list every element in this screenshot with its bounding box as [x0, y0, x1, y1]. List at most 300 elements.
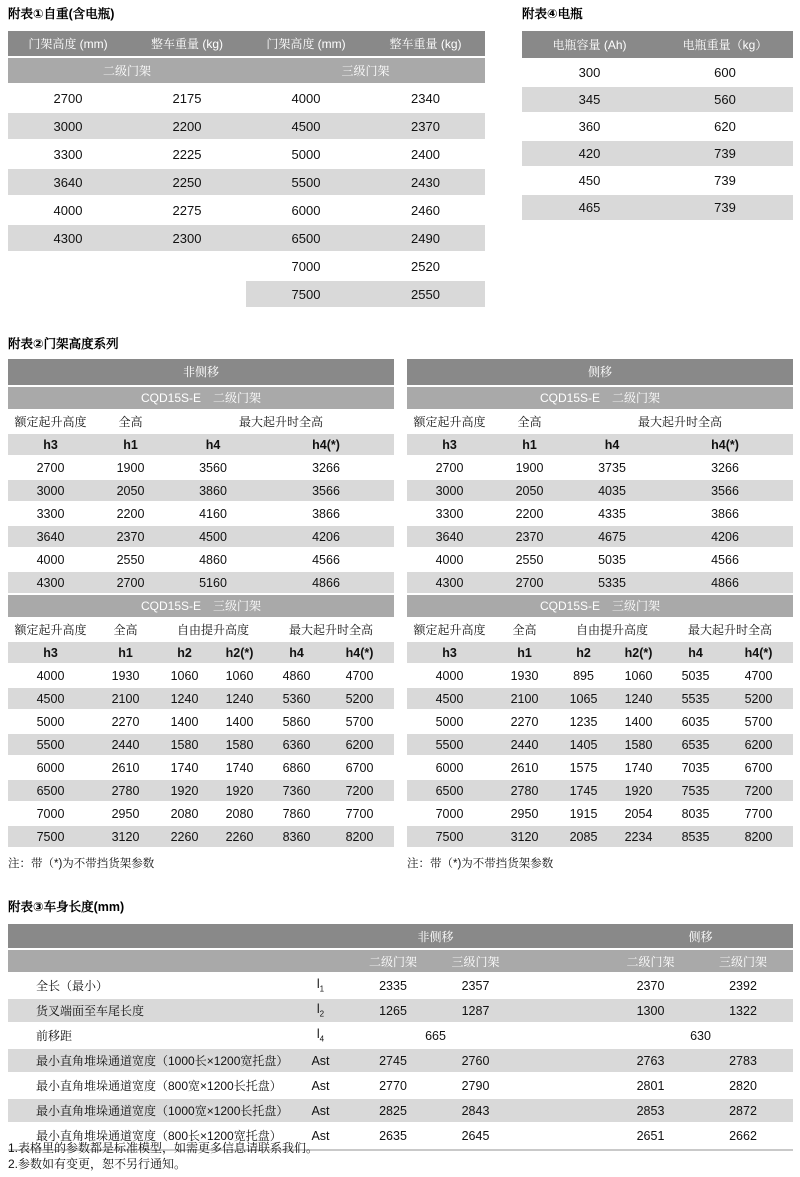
- cell: 2950: [492, 803, 557, 824]
- table-row: [8, 1074, 793, 1097]
- cell: 1740: [610, 757, 667, 778]
- symbol-cell: Ast: [288, 1099, 353, 1122]
- table-group-header-row: [8, 924, 793, 948]
- cell: 6035: [667, 711, 724, 732]
- row-label: 最小直角堆垛通道宽度（1000长×1200宽托盘）: [8, 1049, 288, 1072]
- spacer-cell: [518, 924, 608, 948]
- cell: 420: [522, 141, 657, 166]
- cell: 1060: [158, 665, 211, 686]
- column-header: h4: [168, 434, 258, 455]
- cell: 2770: [353, 1074, 433, 1097]
- cell: 1740: [158, 757, 211, 778]
- cell: 2080: [211, 803, 268, 824]
- cell: 2950: [93, 803, 158, 824]
- table-subheader-row: [8, 950, 793, 972]
- cell: 1060: [610, 665, 667, 686]
- column-header: 最大起升时全高: [567, 411, 793, 432]
- cell: 345: [522, 87, 657, 112]
- table-row: [407, 526, 793, 547]
- table3-body-length: [8, 922, 793, 1151]
- cell: 2662: [693, 1124, 793, 1147]
- table1-self-weight: [8, 29, 485, 309]
- cell: 1235: [557, 711, 610, 732]
- column-header: h1: [93, 434, 168, 455]
- column-header: 全高: [492, 411, 567, 432]
- column-header: 自由提升高度: [557, 619, 667, 640]
- cell: 2050: [492, 480, 567, 501]
- two-stage-mast-table: [8, 409, 394, 595]
- cell: 4335: [567, 503, 657, 524]
- cell: 4206: [657, 526, 793, 547]
- table-row: [407, 780, 793, 801]
- table-row: [522, 141, 793, 166]
- cell: 4000: [8, 197, 128, 223]
- cell: 4000: [8, 549, 93, 570]
- cell: 1322: [693, 999, 793, 1022]
- cell: 1405: [557, 734, 610, 755]
- column-header: 额定起升高度: [8, 411, 93, 432]
- cell: 1065: [557, 688, 610, 709]
- symbol-cell: Ast: [288, 1124, 353, 1147]
- model-header: CQD15S-E 三级门架: [407, 595, 793, 617]
- cell: 2225: [128, 141, 246, 167]
- column-header: h2: [158, 642, 211, 663]
- cell: 5700: [724, 711, 793, 732]
- cell: 7500: [246, 281, 366, 307]
- spacer-cell: [518, 950, 608, 972]
- cell: 2763: [608, 1049, 693, 1072]
- cell: 4500: [168, 526, 258, 547]
- cell: 1900: [492, 457, 567, 478]
- cell: 8200: [724, 826, 793, 847]
- cell: 5535: [667, 688, 724, 709]
- cell: 6860: [268, 757, 325, 778]
- column-header: h2(*): [211, 642, 268, 663]
- cell: 7035: [667, 757, 724, 778]
- cell: 5360: [268, 688, 325, 709]
- column-header: 额定起升高度: [407, 411, 492, 432]
- table-row: [8, 711, 394, 732]
- cell: 2872: [693, 1099, 793, 1122]
- table-row: [8, 734, 394, 755]
- cell: 1575: [557, 757, 610, 778]
- cell: 300: [522, 60, 657, 85]
- note: 注：带（*)为不带挡货架参数: [407, 858, 554, 870]
- cell: 4000: [246, 85, 366, 111]
- cell: 4566: [657, 549, 793, 570]
- group-header: 侧移: [608, 924, 793, 948]
- cell: 5200: [325, 688, 394, 709]
- column-header: 电瓶容量 (Ah): [522, 31, 657, 58]
- table-row: [8, 1099, 793, 1122]
- table-subheader-row: [8, 642, 394, 663]
- cell: 2440: [93, 734, 158, 755]
- cell: 4206: [258, 526, 394, 547]
- table4-body: [522, 60, 793, 220]
- cell: 1915: [557, 803, 610, 824]
- cell: 1930: [492, 665, 557, 686]
- column-header: h1: [492, 434, 567, 455]
- table-row: [407, 503, 793, 524]
- column-header: h4(*): [258, 434, 394, 455]
- table-row: [8, 141, 485, 167]
- cell: 5160: [168, 572, 258, 593]
- table-row: [522, 168, 793, 193]
- cell: 630: [608, 1024, 793, 1047]
- panel-non-sideshift: [8, 359, 394, 871]
- table-row: [8, 826, 394, 847]
- cell: 7500: [8, 826, 93, 847]
- cell: 2843: [433, 1099, 518, 1122]
- cell: 5000: [246, 141, 366, 167]
- cell: 7700: [325, 803, 394, 824]
- cell: 5035: [667, 665, 724, 686]
- column-header: 三级门架: [433, 950, 518, 972]
- column-header: 整车重量 (kg): [366, 31, 485, 56]
- cell: 2250: [128, 169, 246, 195]
- cell: 4866: [258, 572, 394, 593]
- cell: 5500: [246, 169, 366, 195]
- cell: 4500: [407, 688, 492, 709]
- cell: 1240: [211, 688, 268, 709]
- cell: 2370: [366, 113, 485, 139]
- column-header: h1: [93, 642, 158, 663]
- column-header: 全高: [93, 619, 158, 640]
- cell: 2200: [93, 503, 168, 524]
- cell: 2357: [433, 974, 518, 997]
- cell: 4566: [258, 549, 394, 570]
- table-row: [407, 688, 793, 709]
- model-header: CQD15S-E 二级门架: [407, 387, 793, 409]
- cell: 2054: [610, 803, 667, 824]
- cell: 2550: [492, 549, 567, 570]
- column-header: 门架高度 (mm): [8, 31, 128, 56]
- column-header: h4(*): [657, 434, 793, 455]
- symbol-cell: $l_2$: [288, 999, 353, 1022]
- cell: 4700: [325, 665, 394, 686]
- row-label: 最小直角堆垛通道宽度（800宽×1200长托盘）: [8, 1074, 288, 1097]
- cell: 2430: [366, 169, 485, 195]
- cell: 6535: [667, 734, 724, 755]
- cell: 4000: [407, 549, 492, 570]
- table-row: [8, 480, 394, 501]
- cell: 2370: [93, 526, 168, 547]
- cell: 3266: [258, 457, 394, 478]
- group-header: 二级门架: [8, 58, 246, 83]
- footer-notes: [8, 1140, 318, 1172]
- column-header: 最大起升时全高: [168, 411, 394, 432]
- cell: 4300: [8, 572, 93, 593]
- cell: 2260: [211, 826, 268, 847]
- column-header: 自由提升高度: [158, 619, 268, 640]
- cell: 6500: [8, 780, 93, 801]
- table1-title: 附表①自重(含电瓶): [8, 7, 115, 21]
- table-row: [407, 803, 793, 824]
- cell: 3566: [258, 480, 394, 501]
- table-row: [407, 734, 793, 755]
- section-mast-heights: [8, 334, 793, 871]
- spacer-cell: [8, 950, 288, 972]
- table-row: [407, 549, 793, 570]
- cell: 3000: [407, 480, 492, 501]
- table-row: [407, 457, 793, 478]
- cell: 4860: [268, 665, 325, 686]
- table-row: [8, 1049, 793, 1072]
- mast-panels: [8, 359, 793, 871]
- cell: 1287: [433, 999, 518, 1022]
- cell: 4860: [168, 549, 258, 570]
- column-header: 二级门架: [608, 950, 693, 972]
- shift-group-header: 非侧移: [8, 359, 394, 385]
- cell: 4700: [724, 665, 793, 686]
- cell: 4675: [567, 526, 657, 547]
- column-header: 最大起升时全高: [268, 619, 394, 640]
- table-row: [8, 526, 394, 547]
- cell: 2400: [366, 141, 485, 167]
- cell: 6000: [246, 197, 366, 223]
- two-stage-body: [407, 457, 793, 593]
- column-header: h4(*): [325, 642, 394, 663]
- cell: 2700: [8, 85, 128, 111]
- cell: 8535: [667, 826, 724, 847]
- column-header: 三级门架: [693, 950, 793, 972]
- cell: 2080: [158, 803, 211, 824]
- table-row: [522, 87, 793, 112]
- cell: 7360: [268, 780, 325, 801]
- column-header: 全高: [93, 411, 168, 432]
- symbol-cell: $l_4$: [288, 1024, 353, 1047]
- table4-block: [522, 4, 793, 309]
- section-body-length: [8, 897, 793, 1151]
- cell: 1740: [211, 757, 268, 778]
- cell: 2460: [366, 197, 485, 223]
- cell: 2700: [407, 457, 492, 478]
- cell: 4035: [567, 480, 657, 501]
- cell: 7500: [407, 826, 492, 847]
- cell: 6000: [407, 757, 492, 778]
- cell: 1240: [610, 688, 667, 709]
- cell: 3120: [93, 826, 158, 847]
- symbol-cell: Ast: [288, 1074, 353, 1097]
- cell: [8, 281, 128, 307]
- cell: 1300: [608, 999, 693, 1022]
- cell: 1580: [211, 734, 268, 755]
- table-row: [8, 169, 485, 195]
- cell: 3300: [8, 503, 93, 524]
- cell: 2853: [608, 1099, 693, 1122]
- cell: 620: [657, 114, 793, 139]
- cell: 2780: [93, 780, 158, 801]
- cell: 6500: [407, 780, 492, 801]
- model-header: CQD15S-E 二级门架: [8, 387, 394, 409]
- symbol-cell: $l_1$: [288, 974, 353, 997]
- cell: 1900: [93, 457, 168, 478]
- table-subheader-row: [407, 642, 793, 663]
- column-header: 最大起升时全高: [667, 619, 793, 640]
- row-label: 最小直角堆垛通道宽度（1000宽×1200长托盘）: [8, 1099, 288, 1122]
- column-header: 门架高度 (mm): [246, 31, 366, 56]
- cell: 1745: [557, 780, 610, 801]
- cell: 6200: [325, 734, 394, 755]
- table4-battery: [522, 29, 793, 222]
- cell: 3000: [8, 480, 93, 501]
- cell: 2651: [608, 1124, 693, 1147]
- symbol-cell: Ast: [288, 1049, 353, 1072]
- table-row: [407, 665, 793, 686]
- cell: 3000: [8, 113, 128, 139]
- table-row: [8, 1024, 793, 1047]
- cell: 5500: [8, 734, 93, 755]
- cell: 2825: [353, 1099, 433, 1122]
- table-row: [8, 85, 485, 111]
- group-header: 三级门架: [246, 58, 485, 83]
- cell: 1920: [211, 780, 268, 801]
- spacer-cell: [288, 950, 353, 972]
- cell: 2270: [93, 711, 158, 732]
- column-header: h4(*): [724, 642, 793, 663]
- cell: 2200: [492, 503, 567, 524]
- cell: 2700: [93, 572, 168, 593]
- cell: 1400: [158, 711, 211, 732]
- table-row: [8, 757, 394, 778]
- table-row: [8, 803, 394, 824]
- cell: 2820: [693, 1074, 793, 1097]
- cell: 360: [522, 114, 657, 139]
- cell: 2645: [433, 1124, 518, 1147]
- table1-body: [8, 85, 485, 307]
- spacer-cell: [518, 974, 608, 997]
- cell: 5700: [325, 711, 394, 732]
- shift-group-header: 侧移: [407, 359, 793, 385]
- cell: 560: [657, 87, 793, 112]
- cell: 4500: [8, 688, 93, 709]
- column-header: h2(*): [610, 642, 667, 663]
- cell: 1580: [610, 734, 667, 755]
- column-header: h3: [407, 642, 492, 663]
- cell: 2520: [366, 253, 485, 279]
- cell: 600: [657, 60, 793, 85]
- cell: 6700: [724, 757, 793, 778]
- table-row: [8, 999, 793, 1022]
- cell: 2335: [353, 974, 433, 997]
- cell: 1240: [158, 688, 211, 709]
- column-header: 全高: [492, 619, 557, 640]
- cell: 2745: [353, 1049, 433, 1072]
- cell: [8, 253, 128, 279]
- column-header: h3: [407, 434, 492, 455]
- table1-block: [8, 4, 485, 309]
- column-header: h3: [8, 434, 93, 455]
- cell: 4160: [168, 503, 258, 524]
- cell: 2050: [93, 480, 168, 501]
- column-header: h2: [557, 642, 610, 663]
- cell: 1265: [353, 999, 433, 1022]
- cell: 2440: [492, 734, 557, 755]
- cell: 5035: [567, 549, 657, 570]
- column-header: 额定起升高度: [8, 619, 93, 640]
- cell: 4300: [407, 572, 492, 593]
- column-header: h3: [8, 642, 93, 663]
- cell: 1920: [610, 780, 667, 801]
- spacer-cell: [288, 924, 353, 948]
- table-row: [8, 457, 394, 478]
- cell: 7860: [268, 803, 325, 824]
- table-row: [8, 281, 485, 307]
- cell: 5500: [407, 734, 492, 755]
- cell: 665: [353, 1024, 518, 1047]
- cell: [128, 253, 246, 279]
- cell: 450: [522, 168, 657, 193]
- cell: 1400: [211, 711, 268, 732]
- cell: 4866: [657, 572, 793, 593]
- cell: 2801: [608, 1074, 693, 1097]
- cell: 1060: [211, 665, 268, 686]
- cell: 5860: [268, 711, 325, 732]
- cell: 6700: [325, 757, 394, 778]
- table-row: [8, 225, 485, 251]
- three-stage-body: [407, 665, 793, 847]
- cell: 3120: [492, 826, 557, 847]
- cell: 3300: [407, 503, 492, 524]
- cell: 3866: [657, 503, 793, 524]
- table-group-header-row: [8, 619, 394, 640]
- three-stage-mast-table: [407, 617, 793, 849]
- cell: 6000: [8, 757, 93, 778]
- cell: 2300: [128, 225, 246, 251]
- cell: 2550: [93, 549, 168, 570]
- table-row: [407, 826, 793, 847]
- cell: 2790: [433, 1074, 518, 1097]
- footer-note-2: 2.参数如有变更，恕不另行通知。: [8, 1157, 187, 1171]
- table-group-header-row: [8, 411, 394, 432]
- cell: 7700: [724, 803, 793, 824]
- column-header: 整车重量 (kg): [128, 31, 246, 56]
- cell: 1920: [158, 780, 211, 801]
- table-header-row: [522, 31, 793, 58]
- cell: 3866: [258, 503, 394, 524]
- cell: 8200: [325, 826, 394, 847]
- spacer-cell: [8, 924, 288, 948]
- model-header: CQD15S-E 三级门架: [8, 595, 394, 617]
- cell: 4500: [246, 113, 366, 139]
- cell: 7535: [667, 780, 724, 801]
- spacer-cell: [518, 1124, 608, 1147]
- table-row: [8, 688, 394, 709]
- cell: 2392: [693, 974, 793, 997]
- table-row: [407, 572, 793, 593]
- cell: 5200: [724, 688, 793, 709]
- table-row: [8, 572, 394, 593]
- table-row: [8, 549, 394, 570]
- table-row: [8, 974, 793, 997]
- cell: 7000: [407, 803, 492, 824]
- table-row: [8, 780, 394, 801]
- cell: 1580: [158, 734, 211, 755]
- cell: 8360: [268, 826, 325, 847]
- cell: 465: [522, 195, 657, 220]
- table-row: [8, 665, 394, 686]
- table3-title: 附表③车身长度(mm): [8, 900, 125, 914]
- cell: 2340: [366, 85, 485, 111]
- note: 注：带（*)为不带挡货架参数: [8, 858, 155, 870]
- section-weight-battery: [8, 4, 793, 309]
- cell: 6360: [268, 734, 325, 755]
- cell: 3735: [567, 457, 657, 478]
- cell: 7200: [724, 780, 793, 801]
- cell: 2100: [492, 688, 557, 709]
- table4-title: 附表④电瓶: [522, 7, 583, 21]
- cell: 3566: [657, 480, 793, 501]
